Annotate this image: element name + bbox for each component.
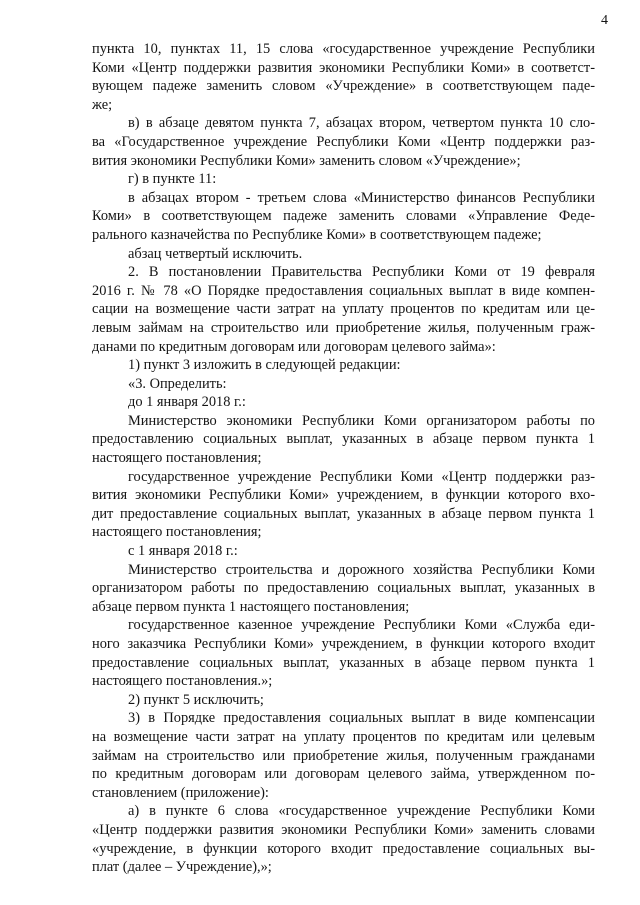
text-line: настоящего постановления; [92,450,262,467]
text-line: 2. В постановлении Правительства Республики Коми от 19 февраля [128,264,595,281]
text-line: вующем падеже заменить словом «Учреждение» в соответствующем паде- [92,78,595,95]
text-line: 2016 г. № 78 «О Порядке предоставления социальных выплат в виде компен- [92,282,595,299]
text-line: 1) пункт 3 изложить в следующей редакции: [128,357,401,374]
text-line: ного заказчика Республики Коми» учреждением, в функции которого входит [92,636,595,652]
text-line: организатором работы по предоставлению социальных выплат, указанных в [92,580,595,597]
text-line: вития экономики Республики Коми» учреждением, в функции которого вхо- [92,487,595,504]
text-line: абзаце первом пункта 1 настоящего постановления; [92,598,410,615]
text-line: настоящего постановления; [92,524,262,541]
document-body [92,40,595,877]
text-line: предоставление социальных выплат, указанных в абзаце первом пункта 1 [92,654,595,671]
text-line: Министерство экономики Республики Коми организатором работы по [128,412,595,429]
text-line: а) в пункте 6 слова «государственное учреждение Республики Коми [128,803,595,820]
text-line: займам на строительство или приобретение жилья, полученным гражданами [92,747,595,764]
text-line: «Центр поддержки развития экономики Республики Коми» заменить словами [92,821,595,838]
text-line: ва «Государственное учреждение Республики Коми «Центр поддержки раз- [92,133,595,150]
text-line: государственное казенное учреждение Республики Коми «Служба еди- [128,617,595,634]
text-line: левым займам на строительство или приобретение жилья, полученным граж- [92,319,595,336]
text-line: «3. Определить: [128,375,227,392]
text-line: дит предоставление социальных выплат, указанных в абзаце первом пункта 1 [92,505,595,522]
text-line: данами по кредитным договорам или договорам целевого займа»: [92,338,496,355]
text-line: 3) в Порядке предоставления социальных выплат в виде компенсации [128,710,595,727]
text-line: в абзацах втором - третьем слова «Министерство финансов Республики [128,189,595,206]
text-line: на возмещение части затрат на уплату процентов по кредитам или целевым [92,728,595,745]
text-line: сации на возмещение части затрат на уплату процентов по кредитам или це- [92,301,595,318]
text-line: абзац четвертый исключить. [128,245,303,262]
text-line: Министерство строительства и дорожного хозяйства Республики Коми [128,561,595,578]
text-line: 2) пункт 5 исключить; [128,691,264,708]
text-line: по кредитным договорам или договорам целевого займа, утвержденном по- [92,766,595,783]
text-line: пункта 10, пунктах 11, 15 слова «государственное учреждение Республики [92,41,595,57]
text-line: с 1 января 2018 г.: [128,543,238,560]
text-line: настоящего постановления.»; [92,673,273,690]
page-number: 4 [601,13,608,28]
text-line: Коми «Центр поддержки развития экономики Республики Коми» в соответст- [92,59,595,76]
text-line: государственное учреждение Республики Коми «Центр поддержки раз- [128,468,595,485]
text-line: г) в пункте 11: [128,171,217,188]
text-line: Коми» в соответствующем падеже заменить словами «Управление Феде- [92,208,595,225]
text-line: «учреждение, в функции которого входит предоставление социальных вы- [92,840,595,857]
text-line: плат (далее – Учреждение),»; [92,859,272,876]
text-line: вития экономики Республики Коми» заменить словом «Учреждение»; [92,152,521,169]
text-line: становлением (приложение): [92,784,269,801]
text-line: в) в абзаце девятом пункта 7, абзацах втором, четвертом пункта 10 сло- [128,115,595,132]
text-line: предоставлению социальных выплат, указанных в абзаце первом пункта 1 [92,431,595,448]
text-line: до 1 января 2018 г.: [128,394,246,411]
text-line: же; [92,96,113,113]
text-line: рального казначейства по Республике Коми» в соответствующем падеже; [92,226,542,243]
